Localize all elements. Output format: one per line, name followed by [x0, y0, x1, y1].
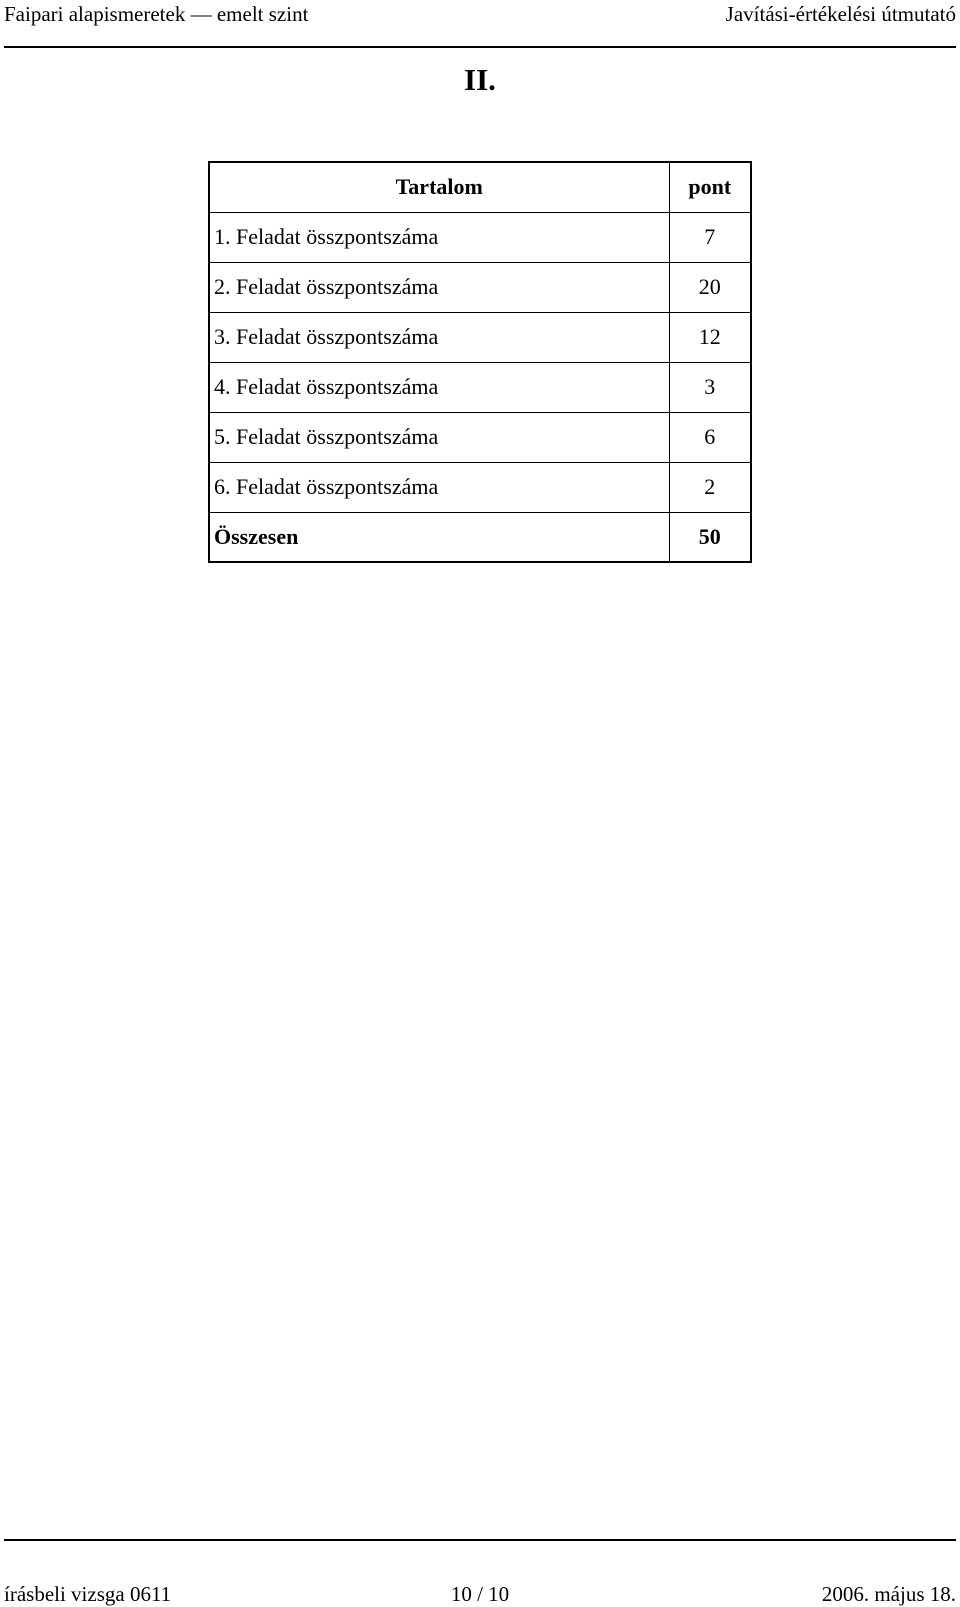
row-points: 12 — [669, 312, 751, 362]
row-label: 6. Feladat összpontszáma — [209, 462, 669, 512]
total-label: Összesen — [209, 512, 669, 562]
table-row — [209, 262, 751, 312]
row-label: 1. Feladat összpontszáma — [209, 212, 669, 262]
row-label: 5. Feladat összpontszáma — [209, 412, 669, 462]
footer-date: 2006. május 18. — [821, 1582, 956, 1606]
header-subject: Faipari alapismeretek — emelt szint — [4, 2, 309, 26]
table-header-row — [209, 162, 751, 212]
table-row — [209, 312, 751, 362]
table-row — [209, 362, 751, 412]
table-row — [209, 412, 751, 462]
row-points: 2 — [669, 462, 751, 512]
page-header — [4, 0, 956, 48]
total-row — [209, 512, 751, 562]
row-points: 6 — [669, 412, 751, 462]
column-header-content: Tartalom — [209, 162, 669, 212]
page-footer — [4, 1539, 956, 1606]
footer-exam-code: írásbeli vizsga 0611 — [4, 1582, 172, 1606]
header-document-type: Javítási-értékelési útmutató — [725, 2, 956, 26]
score-summary-table — [208, 161, 752, 563]
row-points: 3 — [669, 362, 751, 412]
row-label: 2. Feladat összpontszáma — [209, 262, 669, 312]
section-title: II. — [464, 62, 496, 97]
total-points: 50 — [669, 512, 751, 562]
table-row — [209, 212, 751, 262]
column-header-points: pont — [669, 162, 751, 212]
row-label: 4. Feladat összpontszáma — [209, 362, 669, 412]
row-points: 7 — [669, 212, 751, 262]
footer-page-number: 10 / 10 — [450, 1582, 510, 1606]
row-label: 3. Feladat összpontszáma — [209, 312, 669, 362]
row-points: 20 — [669, 262, 751, 312]
table-row — [209, 462, 751, 512]
